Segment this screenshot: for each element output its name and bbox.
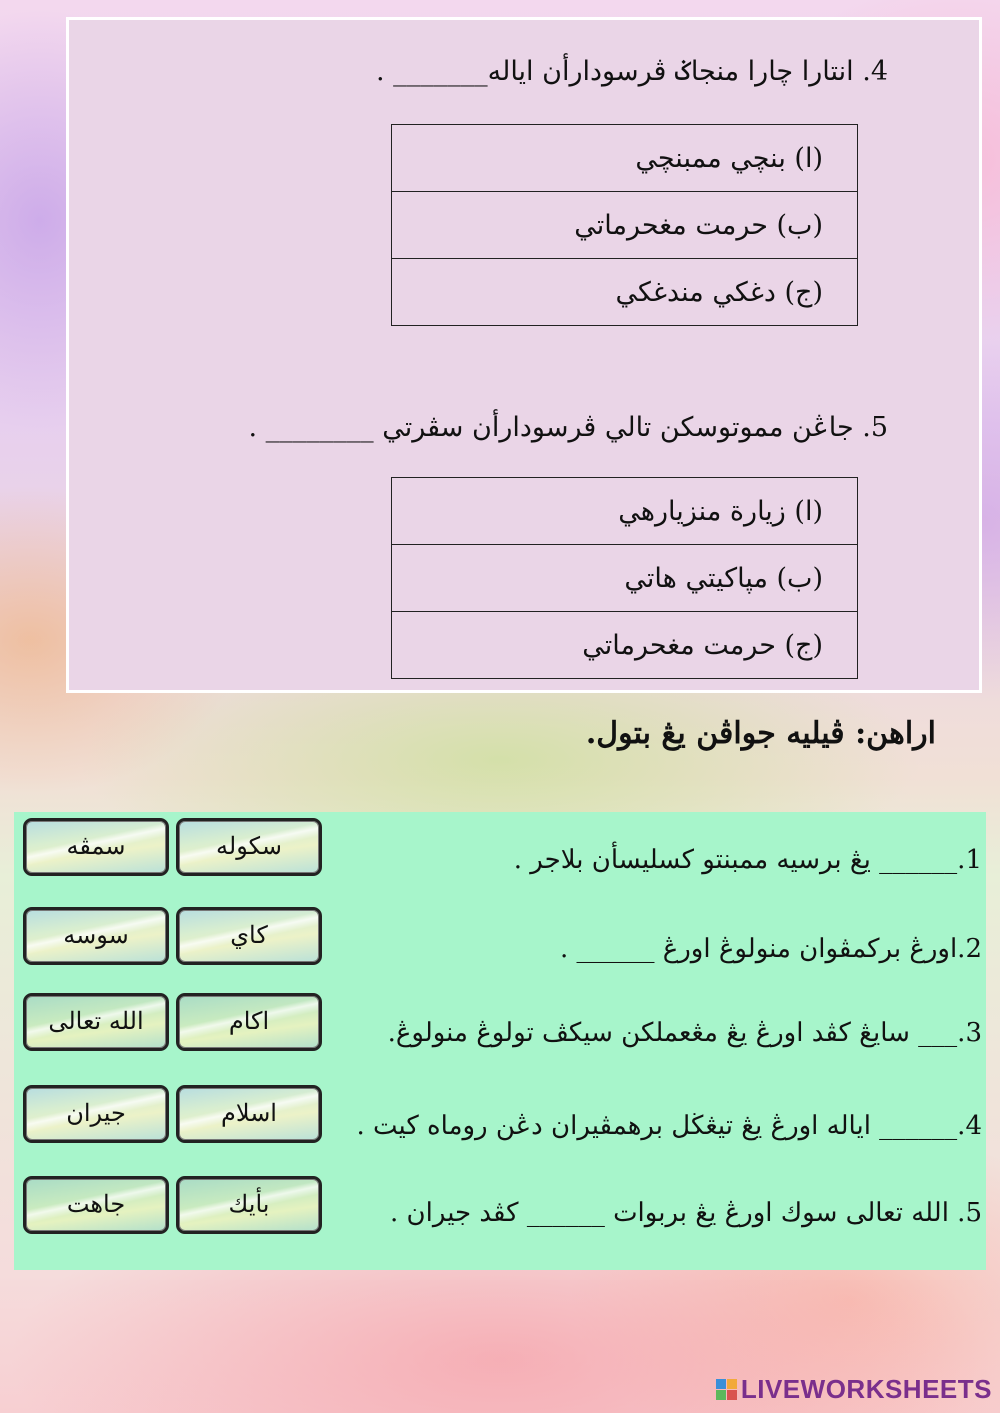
sentence-2: 2.اورڠ بركمڤوان منولوڠ اورڠ ______ . [559,934,982,964]
sentence-4: 4.______ اياله اورڠ يڠ تيڠڬل برهمڤيران دڠن روماه كيت . [356,1111,982,1141]
word-chip[interactable]: اكام [176,993,322,1051]
word-chip[interactable]: سوسه [23,907,169,965]
logo-icon [716,1379,737,1400]
option-c[interactable]: (ج) حرمت مغحرماتي [392,612,858,679]
word-chip[interactable]: الله تعالى [23,993,169,1051]
question-4: 4. انتارا چارا منجاݢ ڤرسودارأن اياله_______ . [375,56,888,87]
word-chip[interactable]: كاي [176,907,322,965]
liveworksheets-logo [716,1374,992,1405]
word-chip[interactable]: اسلام [176,1085,322,1143]
word-chip[interactable]: بأيك [176,1176,322,1234]
question-5-options [391,477,858,679]
instruction-heading: اراهن: ڤيليه جواڤن يڠ بتول. [585,716,936,751]
sentence-1: 1.______ يڠ برسيه ممبنتو كسليسأن بلاجر . [513,845,982,875]
brand-name: LIVEWORKSHEETS [740,1374,992,1404]
option-c[interactable]: (ج) دغكي مندغكي [392,259,858,326]
option-a[interactable]: (ا) زيارة منزيارهي [392,478,858,545]
option-a[interactable]: (ا) بنچي ممبنچي [392,125,858,192]
question-4-options [391,124,858,326]
word-chip[interactable]: جيران [23,1085,169,1143]
word-chip[interactable]: جاهت [23,1176,169,1234]
sentence-3: 3.___ سايڠ كڤد اورڠ يڠ مڠعملكن سيكڤ تولوڠ منولوڠ. [387,1018,982,1048]
sentence-5: 5. الله تعالى سوك اورڠ يڠ بربوات ______ كڤد جيران . [390,1198,982,1228]
option-b[interactable]: (ب) مپاكيتي هاتي [392,545,858,612]
option-b[interactable]: (ب) حرمت مغحرماتي [392,192,858,259]
question-5: 5. جاڠن مموتوسكن تالي ڤرسودارأن سڤرتي ________ . [248,412,888,443]
word-chip[interactable]: سمڤه [23,818,169,876]
word-chip[interactable]: سكوله [176,818,322,876]
